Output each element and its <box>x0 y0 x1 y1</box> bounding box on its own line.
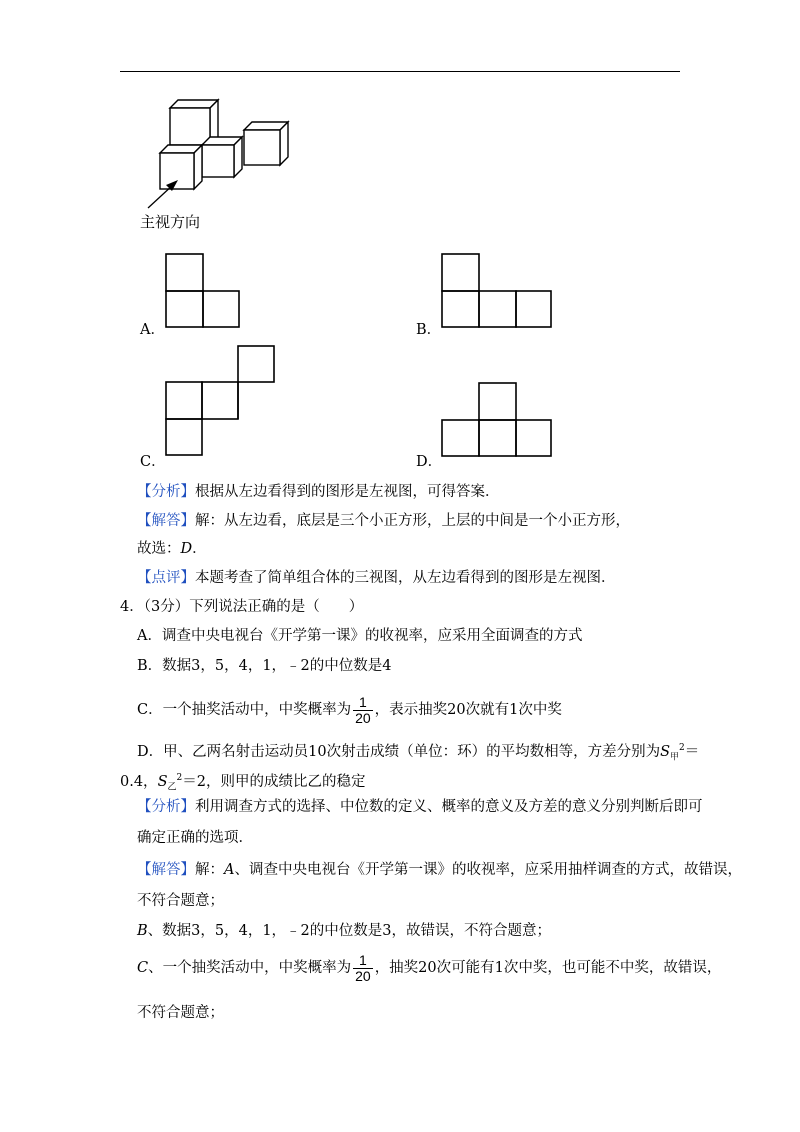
comment-tag: 【点评】 <box>137 570 195 586</box>
q4-stem: 4．（3分）下列说法正确的是（ ） <box>120 599 364 615</box>
header-rule <box>120 71 680 72</box>
q4-answer-a-line2: 不符合题意； <box>137 893 224 909</box>
q4-analysis-line2: 确定正确的选项． <box>137 830 253 846</box>
q4-option-d-line1: D．甲、乙两名射击运动员10次射击成绩（单位：环）的平均数相等，方差分别为$S_甲^2=$ <box>137 743 700 763</box>
option-a-label: A． <box>140 322 165 338</box>
choice-letter: D <box>180 541 193 557</box>
option-d-label: D． <box>416 454 443 470</box>
analysis-tag: 【分析】 <box>137 799 195 815</box>
answer-tag: 【解答】 <box>137 862 195 878</box>
analysis-text: 根据从左边看得到的图形是左视图，可得答案． <box>195 484 500 500</box>
comment-text: 本题考查了简单组合体的三视图，从左边看得到的图形是左视图． <box>195 570 616 586</box>
option-d-figure <box>441 382 553 458</box>
probability-fraction: $\frac{1}{20}$ <box>355 693 371 726</box>
option-b-label: B． <box>416 322 442 338</box>
q4-option-b: B．数据3，5，4，1，﹣2的中位数是4 <box>137 658 392 674</box>
q4-answer-b: B、数据3，5，4，1，﹣2的中位数是3，故错误，不符合题意； <box>137 923 552 939</box>
answer-tag: 【解答】 <box>137 513 195 529</box>
q4-option-c: C．一个抽奖活动中，中奖概率为 $\frac{1}{20}$ ，表示抽奖20次就有1次中奖 <box>137 693 562 726</box>
analysis-tag: 【分析】 <box>137 484 195 500</box>
q4-option-d-line2: 0.4，$S_乙^2=2$，则甲的成绩比乙的稳定 <box>120 773 366 793</box>
figure-caption: 主视方向 <box>140 213 201 231</box>
q4-analysis-line1: 【分析】利用调查方式的选择、中位数的定义、概率的意义及方差的意义分别判断后即可 <box>137 799 703 815</box>
option-c-figure <box>165 345 277 457</box>
option-a-figure <box>165 253 241 329</box>
probability-fraction: $\frac{1}{20}$ <box>355 951 371 984</box>
option-b-figure <box>441 253 553 329</box>
q3-comment <box>137 568 616 588</box>
q4-answer-a: 【解答】解：A、调查中央电视台《开学第一课》的收视率，应采用抽样调查的方式，故错误， <box>137 862 742 878</box>
q4-answer-c-line2: 不符合题意； <box>137 1005 224 1021</box>
q3-answer <box>137 511 630 531</box>
option-c-label: C． <box>140 454 166 470</box>
answer-text: 解：从左边看，底层是三个小正方形，上层的中间是一个小正方形， <box>195 513 630 529</box>
q3-analysis <box>137 482 500 502</box>
q4-answer-c: C、一个抽奖活动中，中奖概率为 $\frac{1}{20}$ ，抽奖20次可能有1次中奖，也可能不中奖，故错误， <box>137 951 722 984</box>
q3-choice: 故选：D． <box>137 541 207 557</box>
q4-option-a: A．调查中央电视台《开学第一课》的收视率，应采用全面调查的方式 <box>137 628 583 644</box>
